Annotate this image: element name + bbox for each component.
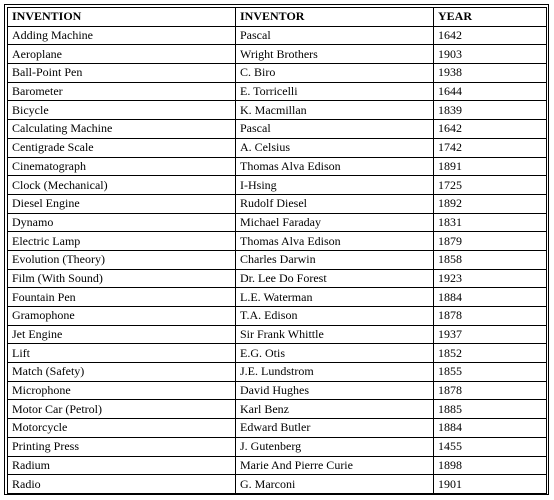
year-cell: 1831 <box>434 213 547 232</box>
inventor-cell: Sir Frank Whittle <box>236 325 434 344</box>
invention-cell: Match (Safety) <box>8 363 236 382</box>
inventor-cell: L.E. Waterman <box>236 288 434 307</box>
year-cell: 1879 <box>434 232 547 251</box>
year-cell: 1923 <box>434 269 547 288</box>
table-row <box>8 120 547 139</box>
invention-cell: Calculating Machine <box>8 120 236 139</box>
invention-cell: Motorcycle <box>8 419 236 438</box>
invention-cell: Adding Machine <box>8 26 236 45</box>
year-cell: 1742 <box>434 138 547 157</box>
year-cell: 1884 <box>434 288 547 307</box>
table-header-row <box>8 8 547 27</box>
invention-cell: Bicycle <box>8 101 236 120</box>
inventor-cell: Rudolf Diesel <box>236 194 434 213</box>
inventor-cell: G. Marconi <box>236 475 434 494</box>
inventor-cell: Edward Butler <box>236 419 434 438</box>
year-cell: 1725 <box>434 176 547 195</box>
table-body <box>8 26 547 493</box>
inventions-table <box>7 7 547 494</box>
table-row <box>8 26 547 45</box>
document-frame <box>4 4 549 495</box>
invention-cell: Radium <box>8 456 236 475</box>
invention-cell: Diesel Engine <box>8 194 236 213</box>
year-cell: 1455 <box>434 437 547 456</box>
year-cell: 1642 <box>434 120 547 139</box>
invention-cell: Evolution (Theory) <box>8 250 236 269</box>
inventor-cell: Thomas Alva Edison <box>236 232 434 251</box>
year-cell: 1855 <box>434 363 547 382</box>
invention-cell: Fountain Pen <box>8 288 236 307</box>
invention-cell: Aeroplane <box>8 45 236 64</box>
invention-cell: Microphone <box>8 381 236 400</box>
inventor-cell: Pascal <box>236 26 434 45</box>
invention-cell: Ball-Point Pen <box>8 64 236 83</box>
table-row <box>8 269 547 288</box>
table-row <box>8 344 547 363</box>
table-row <box>8 437 547 456</box>
table-row <box>8 288 547 307</box>
table-row <box>8 325 547 344</box>
inventor-cell: Dr. Lee Do Forest <box>236 269 434 288</box>
year-cell: 1644 <box>434 82 547 101</box>
year-cell: 1858 <box>434 250 547 269</box>
invention-cell: Barometer <box>8 82 236 101</box>
invention-cell: Lift <box>8 344 236 363</box>
year-cell: 1878 <box>434 381 547 400</box>
table-row <box>8 419 547 438</box>
invention-cell: Electric Lamp <box>8 232 236 251</box>
header-invention: INVENTION <box>8 8 236 27</box>
year-cell: 1937 <box>434 325 547 344</box>
inventor-cell: David Hughes <box>236 381 434 400</box>
inventor-cell: Wright Brothers <box>236 45 434 64</box>
inventor-cell: C. Biro <box>236 64 434 83</box>
invention-cell: Gramophone <box>8 307 236 326</box>
table-row <box>8 381 547 400</box>
year-cell: 1892 <box>434 194 547 213</box>
invention-cell: Motor Car (Petrol) <box>8 400 236 419</box>
table-row <box>8 138 547 157</box>
invention-cell: Film (With Sound) <box>8 269 236 288</box>
inventor-cell: T.A. Edison <box>236 307 434 326</box>
year-cell: 1878 <box>434 307 547 326</box>
inventor-cell: Karl Benz <box>236 400 434 419</box>
year-cell: 1938 <box>434 64 547 83</box>
inventor-cell: Charles Darwin <box>236 250 434 269</box>
year-cell: 1903 <box>434 45 547 64</box>
table-row <box>8 82 547 101</box>
table-row <box>8 194 547 213</box>
table-row <box>8 64 547 83</box>
table-row <box>8 157 547 176</box>
table-row <box>8 307 547 326</box>
year-cell: 1901 <box>434 475 547 494</box>
invention-cell: Cinematograph <box>8 157 236 176</box>
year-cell: 1891 <box>434 157 547 176</box>
table-row <box>8 232 547 251</box>
year-cell: 1885 <box>434 400 547 419</box>
table-row <box>8 45 547 64</box>
table-row <box>8 213 547 232</box>
invention-cell: Dynamo <box>8 213 236 232</box>
inventor-cell: Pascal <box>236 120 434 139</box>
table-row <box>8 475 547 494</box>
inventor-cell: Michael Faraday <box>236 213 434 232</box>
table-row <box>8 101 547 120</box>
inventor-cell: Thomas Alva Edison <box>236 157 434 176</box>
inventor-cell: I-Hsing <box>236 176 434 195</box>
year-cell: 1852 <box>434 344 547 363</box>
inventor-cell: J.E. Lundstrom <box>236 363 434 382</box>
table-row <box>8 400 547 419</box>
inventor-cell: E. Torricelli <box>236 82 434 101</box>
table-row <box>8 176 547 195</box>
header-year: YEAR <box>434 8 547 27</box>
inventor-cell: K. Macmillan <box>236 101 434 120</box>
invention-cell: Jet Engine <box>8 325 236 344</box>
year-cell: 1884 <box>434 419 547 438</box>
year-cell: 1839 <box>434 101 547 120</box>
invention-cell: Printing Press <box>8 437 236 456</box>
invention-cell: Radio <box>8 475 236 494</box>
inventor-cell: E.G. Otis <box>236 344 434 363</box>
table-row <box>8 363 547 382</box>
inventor-cell: Marie And Pierre Curie <box>236 456 434 475</box>
inventor-cell: J. Gutenberg <box>236 437 434 456</box>
invention-cell: Centigrade Scale <box>8 138 236 157</box>
inventor-cell: A. Celsius <box>236 138 434 157</box>
year-cell: 1898 <box>434 456 547 475</box>
invention-cell: Clock (Mechanical) <box>8 176 236 195</box>
header-inventor: INVENTOR <box>236 8 434 27</box>
year-cell: 1642 <box>434 26 547 45</box>
table-row <box>8 456 547 475</box>
table-row <box>8 250 547 269</box>
